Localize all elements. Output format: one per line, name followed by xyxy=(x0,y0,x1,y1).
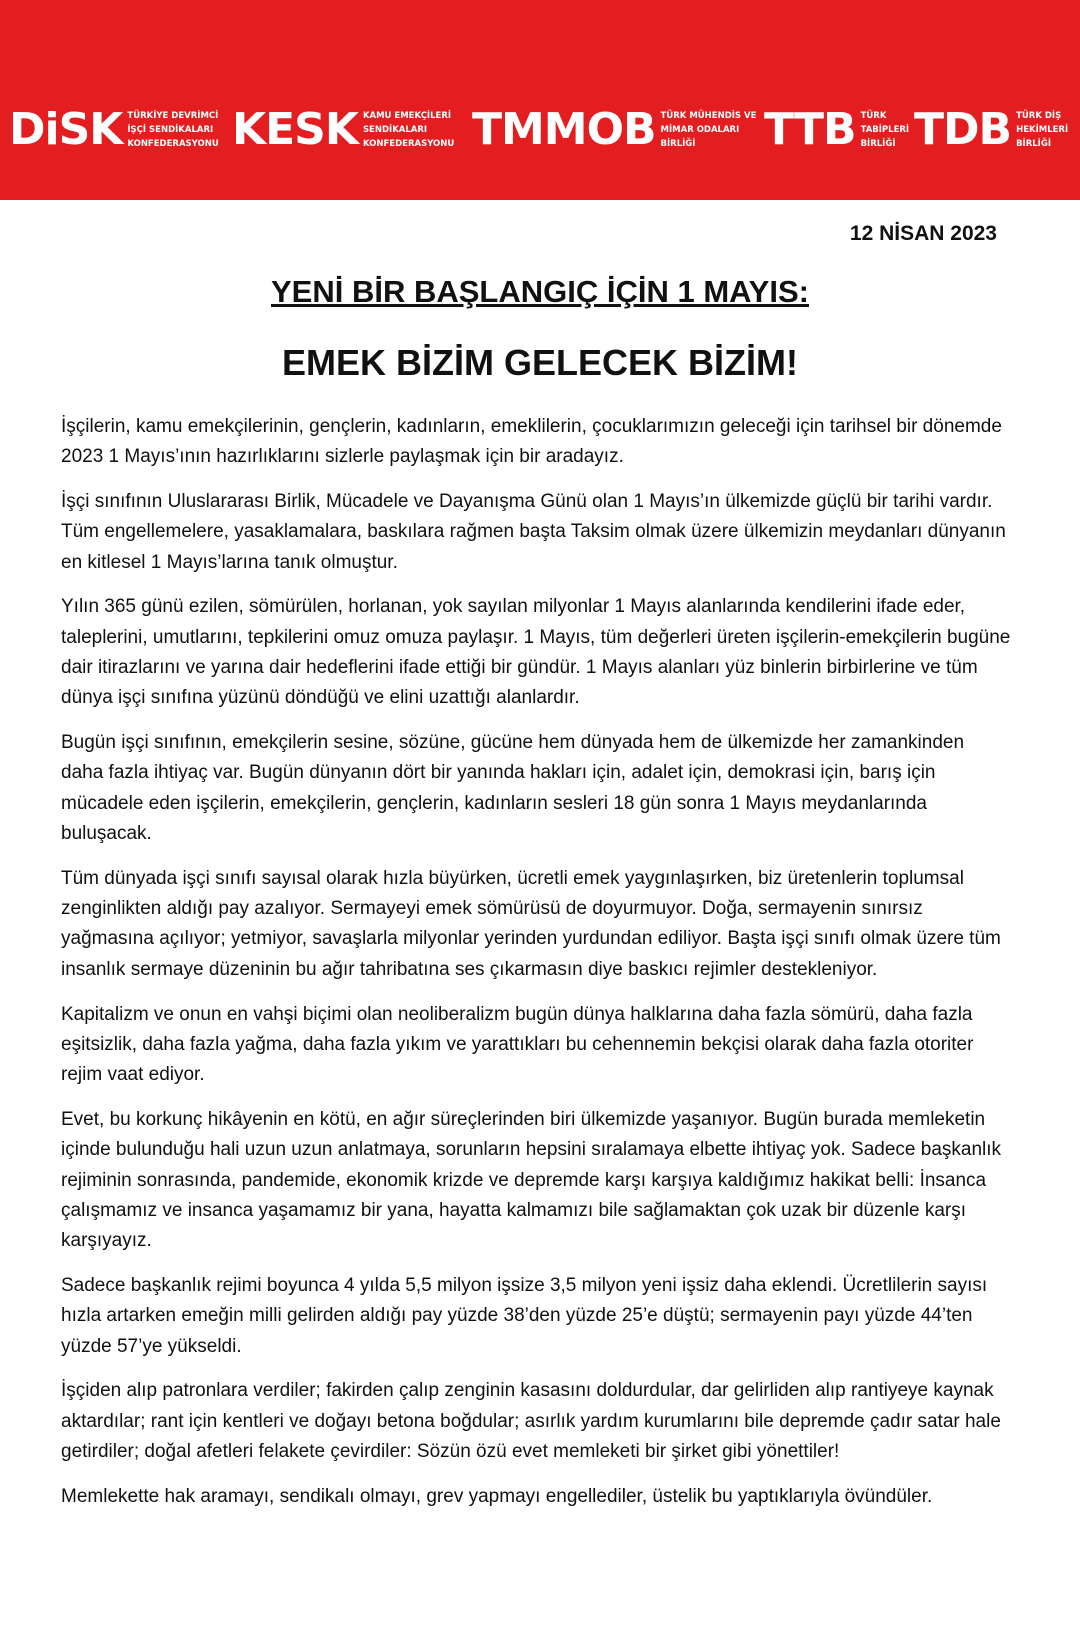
header-banner xyxy=(0,0,1080,200)
logo-subtitle-line: BİRLİĞİ xyxy=(860,139,896,149)
logo-subtitle-line: TABİPLERİ xyxy=(860,125,910,135)
logo-subtitle-line: TÜRK MÜHENDİS VE xyxy=(660,111,757,121)
logo-subtitle-line: BİRLİĞİ xyxy=(1016,139,1051,149)
logo-abbr: TDB xyxy=(914,104,1012,155)
document-date: 12 NİSAN 2023 xyxy=(849,222,997,245)
paragraph: İşçilerin, kamu emekçilerinin, gençlerin, kadınların, emeklilerin, çocuklarımızın geleceği için tarihsel bir dönemde 2023 1 Mayıs’ının hazırlıklarını sizlerle paylaşmak için bir aradayız. xyxy=(61,416,1002,468)
paragraph: Yılın 365 günü ezilen, sömürülen, horlanan, yok sayılan milyonlar 1 Mayıs alanlarında kendilerini ifade eder, taleplerini, umutlarını, tepkilerini omuz omuza paylaşır. 1 Mayıs, tüm değerleri üreten işçilerin-emekçilerin bugüne dair itirazlarını ve yarına dair hedeflerini ifade ettiği bir gündür. 1 Mayıs alanları yüz binlerin birbirlerine ve tüm dünya işçi sınıfına yüzünü döndüğü ve elini uzattığı alanlardır. xyxy=(61,596,1011,709)
logo-subtitle-line: TÜRKİYE DEVRİMCİ xyxy=(127,111,219,121)
kesk-logo xyxy=(232,104,455,155)
logo-subtitle xyxy=(1016,109,1068,151)
logo-subtitle xyxy=(861,109,910,151)
logo-subtitle-line: KAMU EMEKÇİLERİ xyxy=(362,111,452,121)
logo-abbr: TMMOB xyxy=(472,104,656,155)
document-subtitle: EMEK BİZİM GELECEK BİZİM! xyxy=(282,342,798,383)
logo-subtitle-line: TÜRK DİŞ xyxy=(1016,111,1062,121)
paragraph: Sadece başkanlık rejimi boyunca 4 yılda 5,5 milyon işsize 3,5 milyon yeni işsiz daha eklendi. Ücretlilerin sayısı hızla artarken emeğin milli gelirden aldığı pay yüzde 38’den yüzde 25’e düştü; sermayenin payı yüzde 44’ten yüzde 57’ye yükseldi. xyxy=(61,1274,988,1357)
logo-subtitle xyxy=(363,109,454,151)
logo-subtitle-line: TÜRK xyxy=(860,111,887,121)
logo-subtitle-line: İŞÇİ SENDİKALARI xyxy=(127,125,214,135)
document-body xyxy=(61,412,1011,1527)
paragraph: Evet, bu korkunç hikâyenin en kötü, en ağır süreçlerinden biri ülkemizde yaşanıyor. Bugün burada memleketin içinde bulunduğu hali uzun uzun anlatmaya, sorunların hepsini sıralamaya elbette ihtiyaç yok. Sadece başkanlık rejiminin sonrasında, pandemide, ekonomik krizde ve depremde karşı karşıya kaldığımız hakikat belli: İnsanca çalışmamız ve insanca yaşamamız bir yana, hayatta kalmamızı bile sağlamaktan çok uzak bir düzenle karşı karşıyayız. xyxy=(61,1108,1002,1252)
logo-abbr: KESK xyxy=(232,104,358,155)
logo-abbr: TTB xyxy=(764,104,856,155)
logo-subtitle-line: MİMAR ODALARI xyxy=(660,125,740,135)
logo-abbr: DiSK xyxy=(9,104,123,155)
logo-subtitle-line: BİRLİĞİ xyxy=(660,139,696,149)
paragraph: İşçi sınıfının Uluslararası Birlik, Mücadele ve Dayanışma Günü olan 1 Mayıs’ın ülkemizde güçlü bir tarihi vardır. Tüm engellemelere, yasaklamalara, baskılara rağmen başta Taksim olmak üzere ülkemizin meydanları dünyanın en kitlesel 1 Mayıs’larına tanık olmuştur. xyxy=(61,491,1006,573)
logo-subtitle-line: SENDİKALARI xyxy=(362,125,428,135)
paragraph: İşçiden alıp patronlara verdiler; fakirden çalıp zenginin kasasını doldurdular, dar gelirliden alıp rantiyeye kaynak aktardılar; rant için kentleri ve doğayı betona boğdular; asırlık yardım kurumlarını bile depremde çadır satar hale getirdiler; doğal afetleri felakete çevirdiler: Sözün özü evet memleketi bir şirket gibi yönettiler! xyxy=(61,1380,1001,1462)
paragraph: Bugün işçi sınıfının, emekçilerin sesine, sözüne, gücüne hem dünyada hem de ülkemizde her zamankinden daha fazla ihtiyaç var. Bugün dünyanın dört bir yanında hakları için, adalet için, demokrasi için, barış için mücadele eden işçilerin, emekçilerin, gençlerin, kadınların sesleri 18 gün sonra 1 Mayıs meydanlarında buluşacak. xyxy=(61,732,965,845)
disk-logo xyxy=(9,104,219,155)
document-title: YENİ BİR BAŞLANGIÇ İÇİN 1 MAYIS: xyxy=(271,274,809,309)
logo-subtitle-line: HEKİMLERİ xyxy=(1016,125,1069,135)
logo-subtitle xyxy=(127,109,218,151)
paragraph: Memlekette hak aramayı, sendikalı olmayı, grev yapmayı engellediler, üstelik bu yaptıklarıyla övündüler. xyxy=(61,1485,933,1507)
paragraph: Kapitalizm ve onun en vahşi biçimi olan neoliberalizm bugün dünya halklarına daha fazla sömürü, daha fazla eşitsizlik, daha fazla yağma, daha fazla yıkım ve yarattıkları bu cehennemin bekçisi olarak daha fazla otoriter rejim vaat ediyor. xyxy=(61,1003,974,1086)
tdb-logo xyxy=(914,104,1069,155)
logo-subtitle xyxy=(661,109,757,151)
ttb-logo xyxy=(764,104,910,155)
paragraph: Tüm dünyada işçi sınıfı sayısal olarak hızla büyürken, ücretli emek yaygınlaşırken, biz üretenlerin toplumsal zenginlikten aldığı pay azalıyor. Sermayeyi emek sömürüsü de doyurmuyor. Doğa, sermayenin sınırsız yağmasına açılıyor; yetmiyor, savaşlarla milyonlar yerinden yurdundan ediliyor. Başta işçi sınıfı olmak üzere tüm insanlık sermaye düzeninin bu ağır tahribatına ses çıkarmasın diye baskıcı rejimler destekleniyor. xyxy=(61,867,1001,980)
logo-subtitle-line: KONFEDERASYONU xyxy=(362,139,455,149)
tmmob-logo xyxy=(472,104,757,155)
logo-subtitle-line: KONFEDERASYONU xyxy=(127,139,219,149)
